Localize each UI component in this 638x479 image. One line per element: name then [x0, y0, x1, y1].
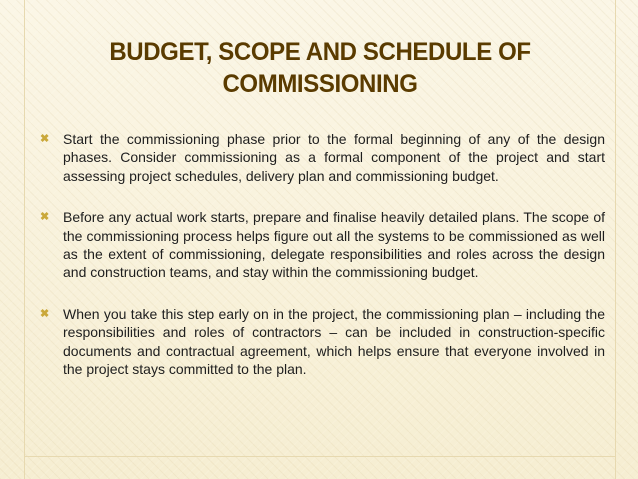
bullet-item — [40, 208, 605, 282]
bullet-item — [40, 305, 605, 379]
bullet-text: When you take this step early on in the project, the commissioning plan – including the responsibilities and roles of contractors – can be included in construction-specific documents and contractual agreement, which helps ensure that everyone involved in the project stays committed to the plan. — [63, 305, 605, 378]
x-mark-bullet-icon: ✖ — [40, 211, 50, 224]
x-mark-bullet-icon: ✖ — [40, 133, 50, 145]
bullet-text: Before any actual work starts, prepare and finalise heavily detailed plans. The scope of the commissioning process helps figure out all the systems to be commissioned as well as the extent of commissioning, delegate responsibilities and roles across the design and construction teams, and stay within the commissioning budget. — [63, 209, 605, 281]
slide-title-line-1: BUDGET, SCOPE AND SCHEDULE OF — [109, 38, 531, 66]
frame-line-bottom — [24, 456, 616, 457]
slide-title — [70, 36, 569, 100]
bullet-list — [40, 130, 605, 401]
bullet-item — [40, 130, 605, 185]
bullet-text: Start the commissioning phase prior to the formal beginning of any of the design phases. Consider commissioning as a formal component of the project and start assessing project schedules, delivery plan and commissioning budget. — [63, 131, 605, 184]
slide-title-line-2: COMMISSIONING — [222, 70, 418, 98]
frame-line-left — [24, 0, 25, 479]
x-mark-bullet-icon: ✖ — [40, 307, 50, 320]
frame-line-right — [615, 0, 616, 479]
